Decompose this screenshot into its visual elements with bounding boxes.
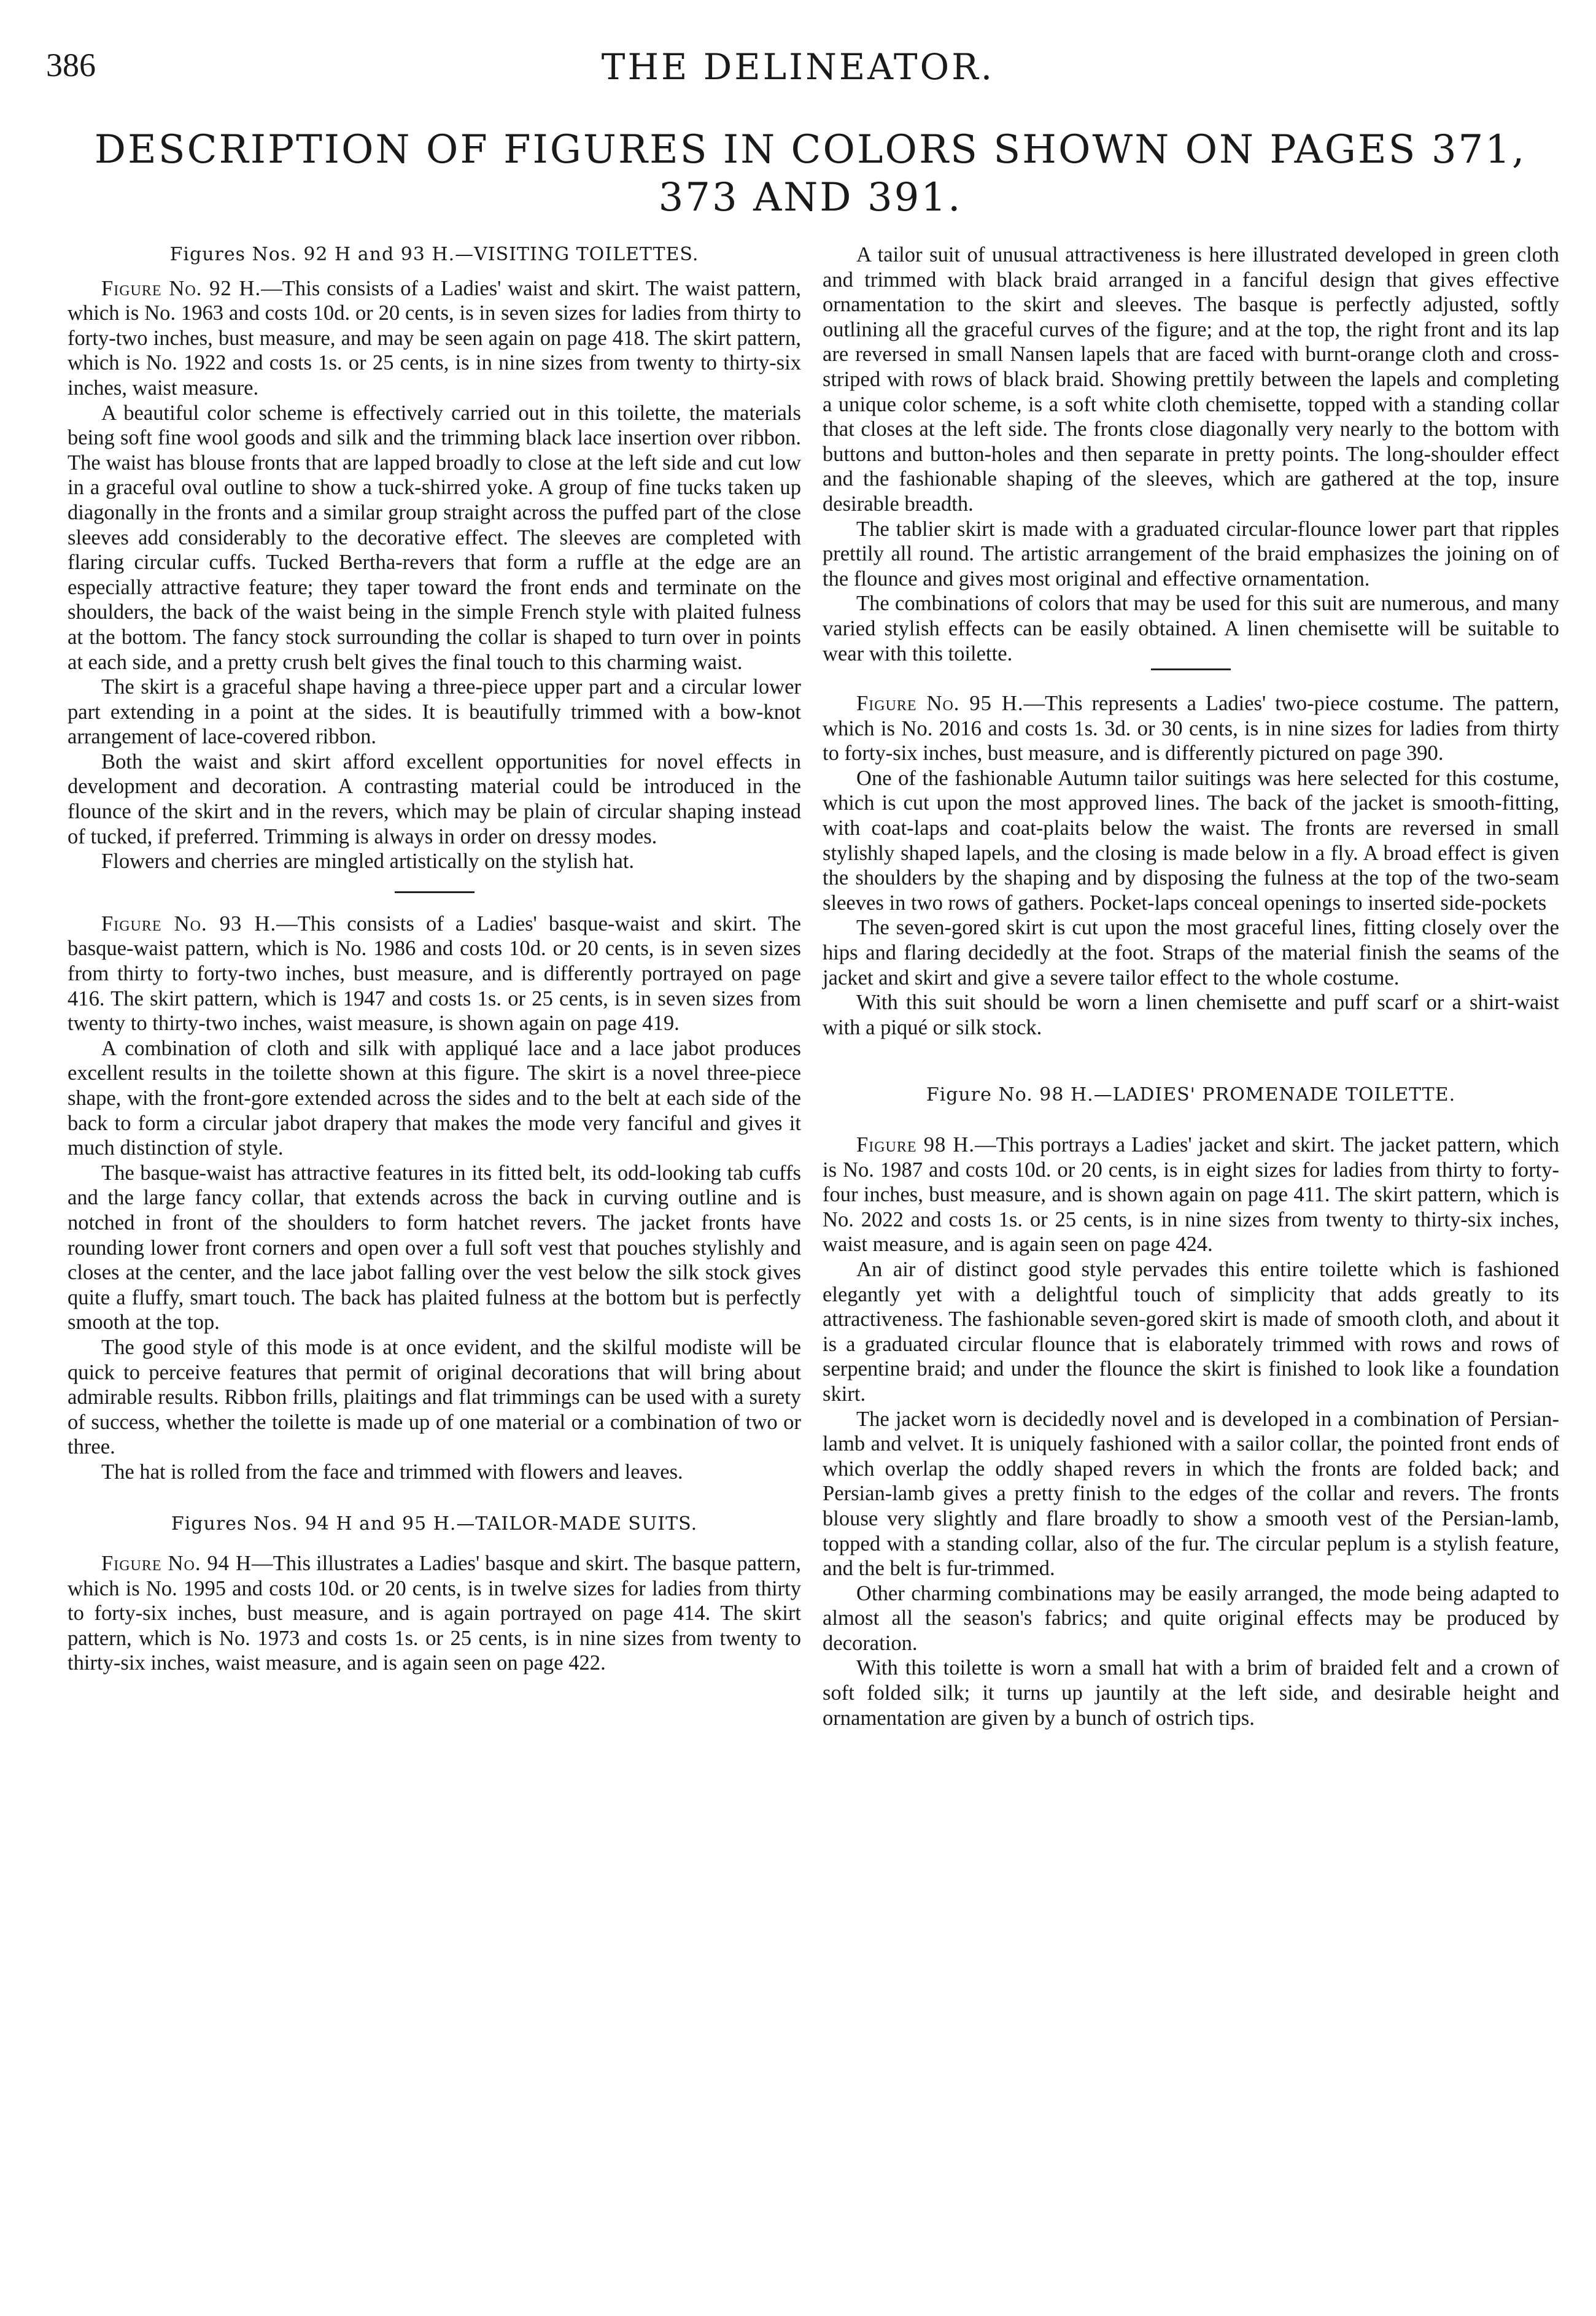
paragraph: A tailor suit of unusual attractiveness is here illustrated developed in green cloth and trimmed with black braid arranged in a fanciful design that gives effective ornamentation to the skirt and sleeves. The basque is perfectly adjusted, softly outlining all the graceful curves of the figure; and at the top, the right front and its lap are reversed in small Nansen lapels that are faced with burnt-orange cloth and cross-striped with rows of black braid. Showing prettily between the lapels and completing a unique color scheme, is a soft white cloth chemisette, topped with a standing collar that closes at the left side. The fronts close diagonally very nearly to the bottom with buttons and button-holes and then separate in pretty points. The long-shoulder effect and the fashionable shaping of the sleeves, which are gathered at the top, insure desirable breadth. [823,243,1559,516]
paragraph [68,912,801,1036]
page-number: 386 [46,47,96,83]
running-head: THE DELINEATOR. [601,46,995,88]
section-heading-promenade-toilette: Figure No. 98 H.—LADIES' PROMENADE TOILETTE. [926,1084,1456,1106]
paragraph [68,276,801,401]
paragraph: With this toilette is worn a small hat with a brim of braided felt and a crown of soft folded silk; it turns up jauntily at the left side, and desirable height and ornamentation are given by a bunch of ostrich tips. [823,1656,1559,1730]
figure-intro-text: —This portrays a Ladies' jacket and skirt. The jacket pattern, which is No. 1987 and costs 10d. or 20 cents, is in eight sizes for ladies from thirty to forty-four inches, bust measure, and is shown again on page 411. The skirt pattern, which is No. 2022 and costs 1s. or 25 cents, is in nine sizes from twenty to thirty-six inches, waist measure, and is again seen on page 424. [823,1133,1559,1257]
article-title: DESCRIPTION OF FIGURES IN COLORS SHOWN ON PAGES 371, 373 AND 391. [94,127,1527,220]
figure-lead: Figure No. 95 H. [856,692,1024,716]
figure-intro-text: —This consists of a Ladies' waist and skirt. The waist pattern, which is No. 1963 and costs 10d. or 20 cents, is in seven sizes for ladies from thirty to forty-two inches, bust measure, and may be seen again on page 418. The skirt pattern, which is No. 1922 and costs 1s. or 25 cents, is in nine sizes from twenty to thirty-six inches, waist measure. [68,276,801,400]
figure-intro-text: —This represents a Ladies' two-piece costume. The pattern, which is No. 2016 and costs 1s. 3d. or 30 cents, is in nine sizes for ladies from thirty to forty-six inches, bust measure, and is differently pictured on page 390. [823,692,1559,765]
paragraph: The basque-waist has attractive features in its fitted belt, its odd-looking tab cuffs and the large fancy collar, that extends across the back in curving outline and is notched in front of the shoulders to form hatchet revers. The jacket fronts have rounding lower front corners and open over a full soft vest that pouches stylishly and closes at the center, and the lace jabot falling over the vest below the silk stock gives quite a fluffy, smart touch. The back has plaited fulness at the bottom but is perfectly smooth at the top. [68,1161,801,1334]
paragraph: The hat is rolled from the face and trimmed with flowers and leaves. [101,1460,683,1484]
paragraph: The skirt is a graceful shape having a three-piece upper part and a circular lower part extending in a point at the sides. It is beautifully trimmed with a bow-knot arrangement of lace-covered ribbon. [68,675,801,749]
section-divider [1151,668,1231,670]
paragraph [68,1551,801,1676]
figure-lead: Figure No. 92 H. [101,276,261,300]
paragraph: A combination of cloth and silk with appliqué lace and a lace jabot produces excellent results in the toilette shown at this figure. The skirt is a novel three-piece shape, with the front-gore extended across the sides and to the belt at each side of the back to form a circular jabot drapery that makes the mode very fanciful and gives it much distinction of style. [68,1036,801,1160]
paragraph [823,1133,1559,1257]
figure-intro-text: —This illustrates a Ladies' basque and skirt. The basque pattern, which is No. 1995 and costs 10d. or 20 cents, is in twelve sizes for ladies from thirty to forty-six inches, bust measure, and is again portrayed on page 414. The skirt pattern, which is No. 1973 and costs 1s. or 25 cents, is in nine sizes from twenty to thirty-six inches, waist measure, and is again seen on page 422. [68,1552,801,1675]
left-column [68,242,801,1676]
figure-lead: Figure 98 H. [856,1133,975,1156]
paragraph: Both the waist and skirt afford excellent opportunities for novel effects in development and decoration. A contrasting material could be introduced in the flounce of the skirt and in the revers, which may be plain of circular shaping instead of tucked, if preferred. Trimming is always in order on dressy modes. [68,749,801,848]
section-heading-tailor-made-suits: Figures Nos. 94 H and 95 H.—TAILOR-MADE SUITS. [171,1512,698,1535]
right-column [823,242,1559,1730]
figure-lead: Figure No. 93 H. [101,912,277,935]
paragraph: The combinations of colors that may be used for this suit are numerous, and many varied stylish effects can be easily obtained. A linen chemisette will be suitable to wear with this toilette. [823,592,1559,665]
figure-intro-text: —This consists of a Ladies' basque-waist and skirt. The basque-waist pattern, which is No. 1986 and costs 10d. or 20 cents, is in seven sizes from thirty to forty-two inches, bust measure, and is differently portrayed on page 416. The skirt pattern, which is 1947 and costs 1s. or 25 cents, is in seven sizes from twenty to thirty-two inches, waist measure, is shown again on page 419. [68,912,801,1036]
paragraph: A beautiful color scheme is effectively carried out in this toilette, the materials being soft fine wool goods and silk and the trimming black lace insertion over ribbon. The waist has blouse fronts that are lapped broadly to close at the left side and cut low in a graceful oval outline to show a tuck-shirred yoke. A group of fine tucks taken up diagonally in the fronts and a similar group straight across the puffed part of the close sleeves add considerably to the decorative effect. The sleeves are completed with flaring circular cuffs. Tucked Bertha-revers that form a ruffle at the edge are an especially attractive feature; they taper toward the front ends and terminate on the shoulders, the back of the waist being in the simple French style with plaited fulness at the bottom. The fancy stock surrounding the collar is shaped to turn over in points at each side, and a pretty crush belt gives the final touch to this charming waist. [68,401,801,674]
section-divider [395,891,475,893]
paragraph: Other charming combinations may be easily arranged, the mode being adapted to almost all the season's fabrics; and quite original effects may be produced by decoration. [823,1581,1559,1655]
section-heading-visiting-toilettes: Figures Nos. 92 H and 93 H.—VISITING TOILETTES. [169,244,699,265]
paragraph: The seven-gored skirt is cut upon the most graceful lines, fitting closely over the hips and flaring decidedly at the foot. Straps of the material finish the seams of the jacket and skirt and give a severe tailor effect to the whole costume. [823,916,1559,990]
paragraph: The jacket worn is decidedly novel and is developed in a combination of Persian-lamb and velvet. It is uniquely fashioned with a sailor collar, the pointed front ends of which overlap the oddly shaped revers in which the fronts are folded back; and Persian-lamb gives a pretty finish to the edges of the collar and revers. The fronts blouse very slightly and flare broadly to show a smooth vest of the Persian-lamb, topped with a standing collar, also of the fur. The circular peplum is a stylish feature, and the belt is fur-trimmed. [823,1407,1559,1581]
paragraph: The tablier skirt is made with a graduated circular-flounce lower part that ripples prettily all round. The artistic arrangement of the braid emphasizes the joining on of the flounce and gives most original and effective ornamentation. [823,517,1559,591]
paragraph: One of the fashionable Autumn tailor suitings was here selected for this costume, which is cut upon the most approved lines. The back of the jacket is smooth-fitting, with coat-laps and coat-plaits below the waist. The fronts are reversed in small stylishly shaped lapels, and the closing is made below in a fly. A broad effect is given the shoulders by the shaping and by disposing the fulness at the top of the two-seam sleeves in two rows of gathers. Pocket-laps conceal openings to inserted side-pockets [823,766,1559,915]
paragraph [823,691,1559,766]
figure-lead: Figure No. 94 H [101,1552,252,1576]
paragraph: Flowers and cherries are mingled artistically on the stylish hat. [101,850,635,873]
paragraph: The good style of this mode is at once evident, and the skilful modiste will be quick to perceive features that permit of original decorations that will bring about admirable results. Ribbon frills, plaitings and flat trimmings can be used with a surety of success, whether the toilette is made up of one material or a combination of two or three. [68,1335,801,1459]
paragraph: An air of distinct good style pervades this entire toilette which is fashioned elegantly yet with a delightful touch of simplicity that adds greatly to its attractiveness. The fashionable seven-gored skirt is made of smooth cloth, and about it is a graduated circular flounce that is elaborately trimmed with rows and rows of serpentine braid; and under the flounce the skirt is finished to look like a foundation skirt. [823,1257,1559,1406]
paragraph: With this suit should be worn a linen chemisette and puff scarf or a shirt-waist with a piqué or silk stock. [823,991,1559,1039]
